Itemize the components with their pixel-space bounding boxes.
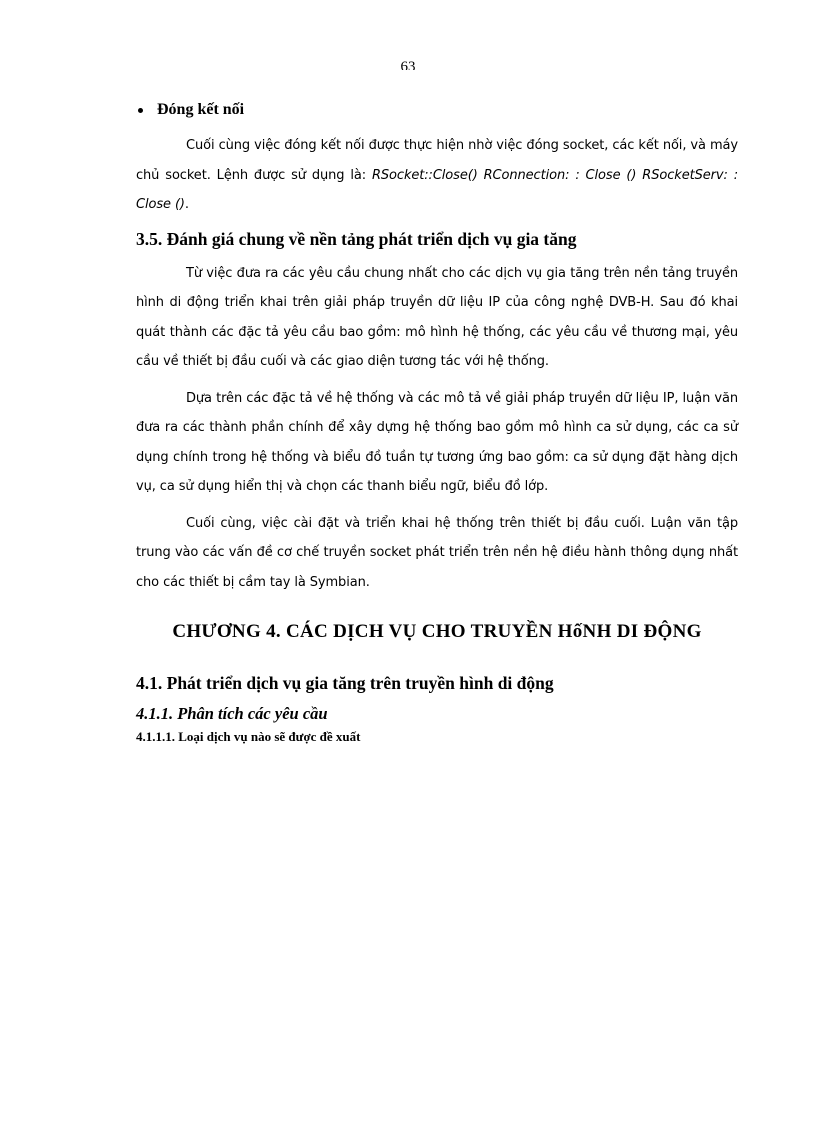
page-number: 63 bbox=[400, 59, 416, 70]
paragraph-deployment: Cuối cùng, việc cài đặt và triển khai hệ thống trên thiết bị đầu cuối. Luận văn tập trung vào các vấn đề cơ chế truyền socket phát triển trên nền hệ điều hành thông dụng nhất cho các thiết bị cầm tay là Symbian. bbox=[136, 515, 738, 590]
bullet-heading-text: Đóng kết nối bbox=[157, 101, 245, 118]
code-snippet: RSocket::Close() RConnection: : Close () RSocketServ: : Close () bbox=[136, 167, 738, 212]
paragraph-requirements: Từ việc đưa ra các yêu cầu chung nhất cho các dịch vụ gia tăng trên nền tảng truyền hình di động triển khai trên giải pháp truyền dữ liệu IP của công nghệ DVB-H. Sau đó khai quát thành các đặc tả yêu cầu bao gồm: mô hình hệ thống, các yêu cầu về thương mại, yêu cầu về thiết bị đầu cuối và các giao diện tương tác với hệ thống. bbox=[136, 265, 738, 369]
section-heading-4-1: 4.1. Phát triển dịch vụ gia tăng trên truyền hình di động bbox=[136, 673, 554, 693]
paragraph-text: Cuối cùng việc đóng kết nối được thực hiện nhờ việc đóng socket, các kết nối, và máy chủ socket. Lệnh được sử dụng là: bbox=[136, 138, 738, 183]
section-heading-4-1-1: 4.1.1. Phân tích các yêu cầu bbox=[136, 704, 328, 723]
paragraph-close-connection bbox=[136, 131, 738, 220]
section-heading-3-5: 3.5. Đánh giá chung về nền tảng phát triển dịch vụ gia tăng bbox=[136, 228, 577, 249]
bullet-icon bbox=[138, 108, 143, 113]
paragraph-system-components: Dựa trên các đặc tả về hệ thống và các mô tả về giải pháp truyền dữ liệu IP, luận văn đưa ra các thành phần chính để xây dựng hệ thống bao gồm mô hình ca sử dụng, các ca sử dụng chính trong hệ thống và biểu đồ tuần tự tương ứng bao gồm: ca sử dụng đặt hàng dịch vụ, ca sử dụng hiển thị và chọn các thanh biểu ngữ, biểu đồ lớp. bbox=[136, 390, 738, 494]
paragraph-end: . bbox=[184, 197, 189, 212]
chapter-title: CHƯƠNG 4. CÁC DỊCH VỤ CHO TRUYỀN HốNH DI ĐỘNG bbox=[172, 621, 702, 642]
section-heading-4-1-1-1: 4.1.1.1. Loại dịch vụ nào sẽ được đề xuất bbox=[136, 729, 361, 744]
page-content bbox=[136, 100, 738, 747]
bullet-heading bbox=[136, 100, 738, 120]
